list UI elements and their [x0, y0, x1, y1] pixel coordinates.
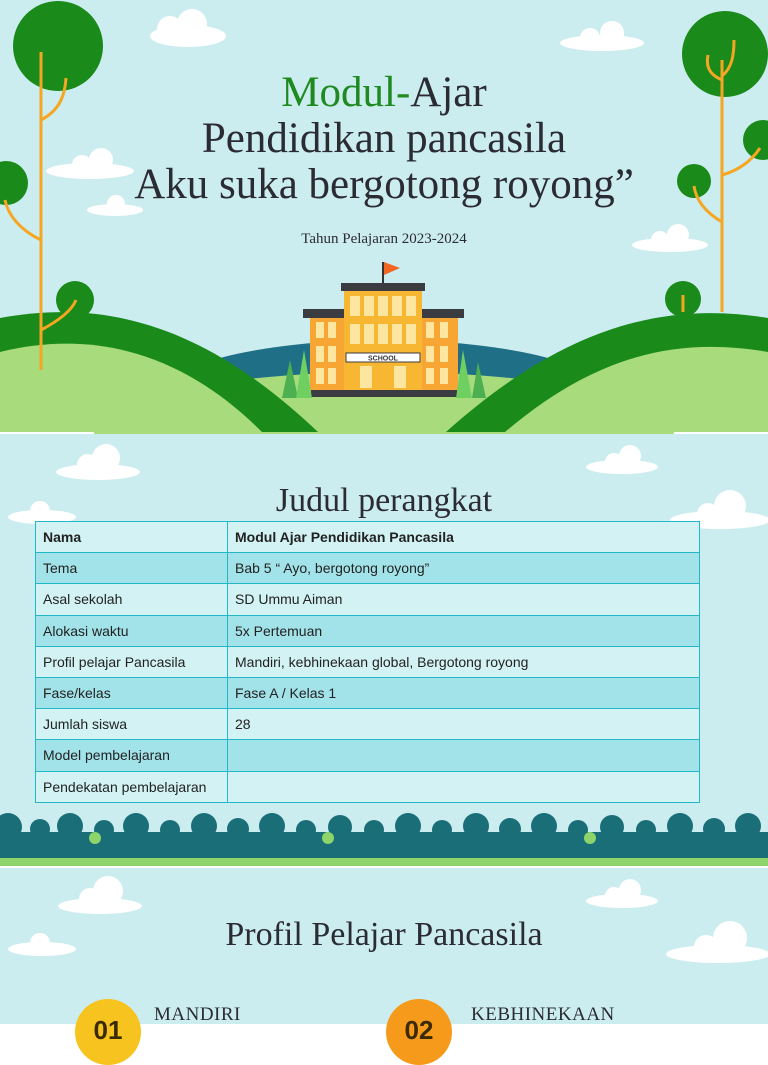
table-cell-value: Bab 5 “ Ayo, bergotong royong” [228, 553, 700, 584]
cloud-icon [586, 445, 658, 474]
table-cell-label: Model pembelajaran [36, 740, 228, 771]
table-cell-value: Modul Ajar Pendidikan Pancasila [228, 522, 700, 553]
title-slide [0, 0, 768, 432]
profile-slide [0, 868, 768, 1045]
bushes-decoration [0, 813, 768, 866]
table-cell-label: Nama [36, 522, 228, 553]
cloud-icon [150, 9, 226, 47]
table-cell-value [228, 771, 700, 802]
table-cell-value [228, 740, 700, 771]
cloud-icon [56, 444, 140, 480]
cloud-icon [58, 876, 142, 914]
profile-number-badge: 02 [386, 999, 452, 1065]
title-slide-illustration [0, 0, 768, 432]
table-cell-value: Mandiri, kebhinekaan global, Bergotong royong [228, 646, 700, 677]
table-cell-label: Alokasi waktu [36, 615, 228, 646]
table-cell-label: Jumlah siswa [36, 709, 228, 740]
table-row [36, 584, 700, 615]
table-row [36, 646, 700, 677]
table-cell-value: 5x Pertemuan [228, 615, 700, 646]
device-info-table [35, 521, 700, 803]
table-row [36, 522, 700, 553]
table-cell-value: 28 [228, 709, 700, 740]
cloud-icon [586, 879, 658, 908]
table-cell-label: Tema [36, 553, 228, 584]
table-cell-value: SD Ummu Aiman [228, 584, 700, 615]
device-info-slide [0, 434, 768, 866]
table-row [36, 615, 700, 646]
table-cell-value: Fase A / Kelas 1 [228, 677, 700, 708]
title-line-3: Aku suka bergotong royong” [134, 161, 634, 208]
table-cell-label: Pendekatan pembelajaran [36, 771, 228, 802]
table-row [36, 771, 700, 802]
profile-item-label: KEBHINEKAAN [471, 1004, 615, 1025]
profile-heading: Profil Pelajar Pancasila [225, 916, 543, 953]
school-sign: SCHOOL [368, 355, 398, 363]
profile-number-badge: 01 [75, 999, 141, 1065]
module-title [0, 70, 768, 208]
table-cell-label: Asal sekolah [36, 584, 228, 615]
table-cell-label: Fase/kelas [36, 677, 228, 708]
table-row [36, 677, 700, 708]
title-line-2: Pendidikan pancasila [201, 115, 567, 162]
academic-year: Tahun Pelajaran 2023-2024 [301, 231, 467, 247]
table-row [36, 553, 700, 584]
table-cell-label: Profil pelajar Pancasila [36, 646, 228, 677]
table-row [36, 709, 700, 740]
school-building-icon [303, 262, 464, 397]
title-rest-part: Ajar [410, 69, 487, 116]
title-green-part: Modul- [281, 69, 411, 116]
device-title-heading: Judul perangkat [275, 482, 493, 519]
table-row [36, 740, 700, 771]
cloud-icon [560, 21, 644, 51]
profile-item-label: MANDIRI [154, 1004, 241, 1025]
